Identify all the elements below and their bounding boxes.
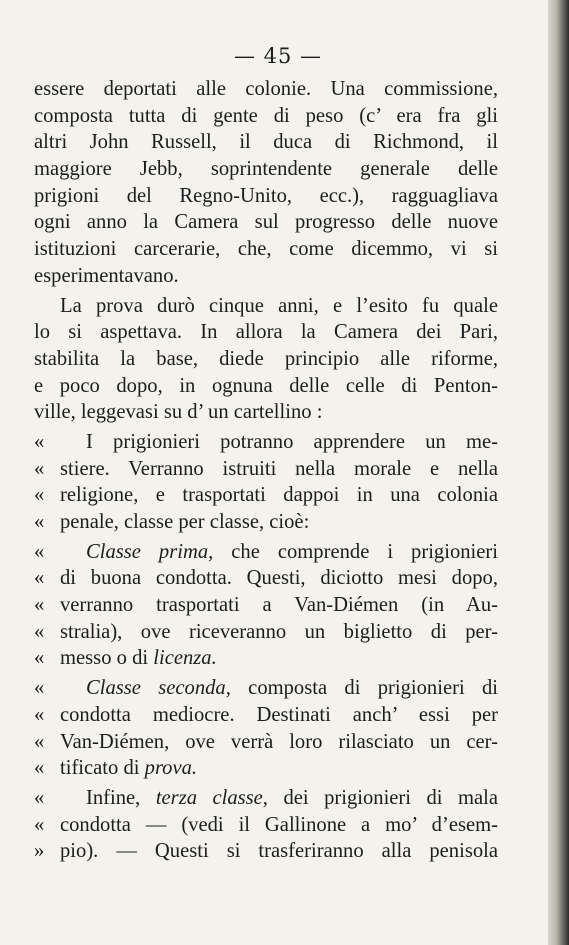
quote-line xyxy=(34,592,498,619)
quote-line xyxy=(34,539,498,566)
quote-text: condotta mediocre. Destinati anch’ essi per xyxy=(60,703,498,726)
quote-line xyxy=(34,429,498,456)
text-line: lo si aspettava. In allora la Camera dei Pari, xyxy=(34,321,498,344)
text-line: La prova durò cinque anni, e l’esito fu quale xyxy=(60,294,498,317)
quote-mark: « xyxy=(34,786,45,809)
quote-mark: « xyxy=(34,757,45,780)
text-line: e poco dopo, in ognuna delle celle di Penton- xyxy=(34,374,498,397)
text-line: ogni anno la Camera sul progresso delle nuove xyxy=(34,211,498,234)
quote-text: che comprende i prigionieri xyxy=(213,540,498,563)
quote-mark: « xyxy=(34,677,45,700)
text-line: altri John Russell, il duca di Richmond, il xyxy=(34,131,498,154)
quote-mark: « xyxy=(34,620,45,643)
quote-line xyxy=(34,785,498,812)
text-line: composta tutta di gente di peso (c’ era fra gli xyxy=(34,104,498,127)
quote-mark: » xyxy=(34,840,45,863)
quote-line xyxy=(34,619,498,646)
quote-line xyxy=(34,456,498,483)
quote-italic-text: prova. xyxy=(144,757,198,780)
quote-line xyxy=(34,565,498,592)
quote-mark: « xyxy=(34,730,45,753)
quote-text: stiere. Verranno istruiti nella morale e nella xyxy=(60,457,498,480)
quote-mark: « xyxy=(34,511,45,533)
quote-line xyxy=(34,702,498,729)
quote-text: verranno trasportati a Van-Diémen (in Au- xyxy=(60,594,498,617)
quote-text: I prigionieri potranno apprendere un me- xyxy=(86,430,498,453)
text-line: essere deportati alle colonie. Una commissione, xyxy=(34,78,498,100)
quote-line xyxy=(34,838,498,865)
quote-text: pio). — Questi si trasferiranno alla penisola xyxy=(60,840,498,863)
quote-line xyxy=(34,755,498,782)
text-line: maggiore Jebb, soprintendente generale delle xyxy=(34,158,498,181)
quote-text: religione, e trasportati dappoi in una colonia xyxy=(60,484,498,507)
quote-italic-text: licenza. xyxy=(153,647,217,670)
quote-text: tificato di xyxy=(60,757,145,780)
quote-mark: « xyxy=(34,484,45,507)
quote-text: stralia), ove riceveranno un biglietto di per- xyxy=(60,620,498,643)
quote-mark: « xyxy=(34,594,45,617)
quote-line xyxy=(34,509,498,536)
quote-text: condotta — (vedi il Gallinone a mo’ d’esem- xyxy=(60,813,498,836)
page-number: — 45 — xyxy=(233,44,323,68)
quote-italic-text: Classe seconda, xyxy=(86,677,231,700)
quote-text: Infine, xyxy=(86,786,156,809)
quote-line xyxy=(34,729,498,756)
quote-paragraph-1 xyxy=(34,429,498,536)
quote-text: Van-Diémen, ove verrà loro rilasciato un cer- xyxy=(60,730,498,753)
text-line: esperimentavano. xyxy=(34,264,179,287)
quote-text: penale, classe per classe, cioè: xyxy=(60,511,310,533)
paragraph-2 xyxy=(34,293,498,426)
quote-mark: « xyxy=(34,813,45,836)
quote-line xyxy=(34,675,498,702)
text-line: ville, leggevasi su d’ un cartellino : xyxy=(34,401,323,424)
quote-mark: « xyxy=(34,567,45,590)
quote-paragraph-4 xyxy=(34,785,498,865)
quote-line xyxy=(34,812,498,839)
quote-paragraph-2 xyxy=(34,539,498,672)
quote-line xyxy=(34,482,498,509)
quote-text: composta di prigionieri di xyxy=(230,677,498,700)
quote-mark: « xyxy=(34,647,45,670)
body-text xyxy=(34,76,498,865)
quote-mark: « xyxy=(34,540,45,563)
quote-italic-text: Classe prima, xyxy=(86,540,214,563)
quote-mark: « xyxy=(34,430,45,453)
quote-text: dei prigionieri di mala xyxy=(267,786,499,809)
quote-text: di buona condotta. Questi, diciotto mesi dopo, xyxy=(60,567,498,590)
quote-italic-text: terza classe, xyxy=(155,786,268,809)
text-line: istituzioni carcerarie, che, come dicemmo, vi si xyxy=(34,238,498,261)
text-line: prigioni del Regno-Unito, ecc.), ragguagliava xyxy=(34,184,498,207)
quote-text: messo o di xyxy=(60,647,154,670)
quote-mark: « xyxy=(34,703,45,726)
quote-mark: « xyxy=(34,457,45,480)
quote-line xyxy=(34,645,498,672)
quote-paragraph-3 xyxy=(34,675,498,782)
quoted-regulation xyxy=(34,429,498,865)
text-line: stabilita la base, diede principio alle riforme, xyxy=(34,347,498,370)
page-edge xyxy=(548,0,569,945)
paragraph-1 xyxy=(34,76,498,290)
